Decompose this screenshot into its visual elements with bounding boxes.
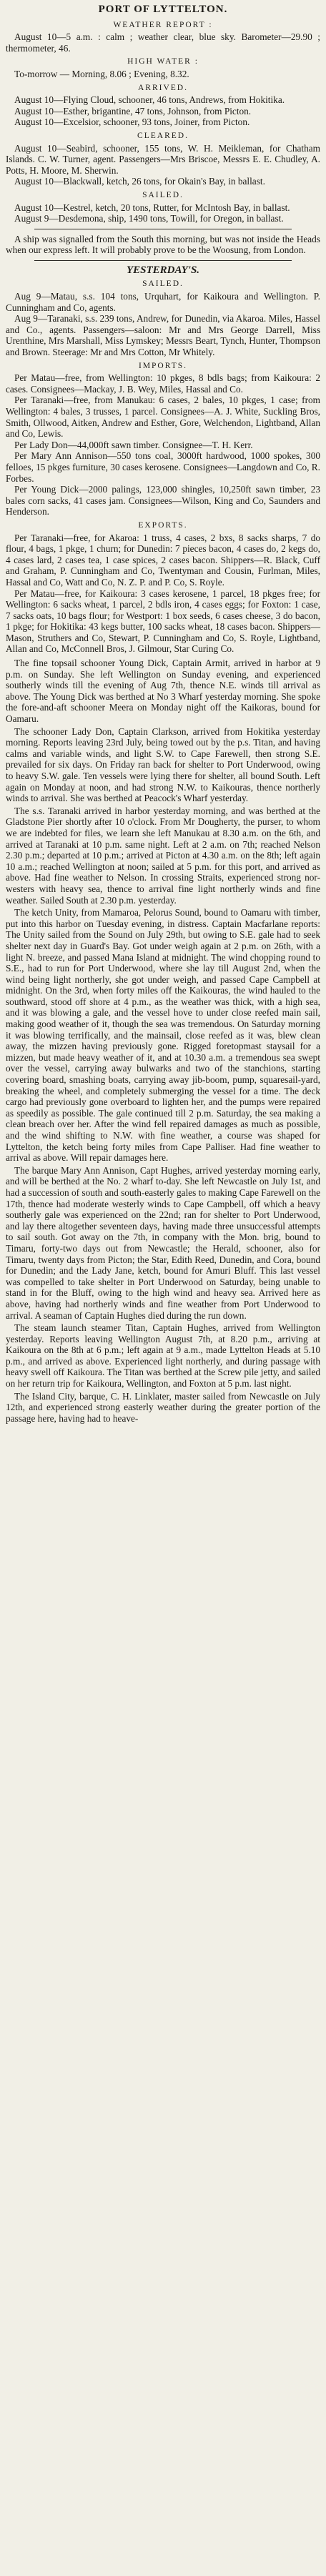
- page-title: PORT OF LYTTELTON.: [98, 4, 228, 15]
- shipping-report: The fine topsail schooner Young Dick, Captain Armit, arrived in harbor at 9 p.m. on Sunday. She left Wellington on Sunday evening, and experienced southerly winds till the evening of Aug 7th, thence N.E. winds till arrival as above. The Young Dick was berthed at No 3 Wharf yesterday morning. She spoke the fore-and-aft schooner Meera on Monday night off the Kaikoras, bound for Oamaru.: [6, 658, 320, 725]
- shipping-report: The barque Mary Ann Annison, Capt Hughes, arrived yesterday morning early, and will be berthed at the No. 2 wharf to-day. She left Newcastle on July 1st, and had a succession of south and south-easterly gales to making Cape Farewell on the 17th, thence had moderate westerly winds to Cape Campbell, off which a heavy southerly gale was experienced on the 22nd; ran for shelter to Port Underwood, and lay there altogether seventeen days, having made three unsuccessful attempts to sail south. Got away on the 7th, in company with the Mon. brig, bound to Timaru, forty-two days out from Newcastle; the Herald, schooner, also for Timaru, twenty days from Picton; the Star, Edith Reed, Dunedin, and Cora, bound for Dunedin; and the Lady Jane, ketch, bound for Amuri Bluff. This last vessel was compelled to take shelter in Port Underwood on Saturday, being unable to stand in for the Bluff, owing to the high wind and heavy sea. Arrived here as above, having had northerly winds and fine weather from Port Underwood to arrival. A seaman of Captain Hughes died during the run down.: [6, 1164, 320, 1321]
- import-entry: Per Mary Ann Annison—550 tons coal, 3000ft hardwood, 1000 spokes, 300 felloes, 15 pkges furniture, 30 cases kerosene. Consignees—Langdown and Co, R. Forbes.: [6, 450, 320, 484]
- import-entry: Per Matau—free, from Wellington: 10 pkges, 8 bdls bags; from Kaikoura: 2 cases. Consignees—Mackay, J. B. Wey, Miles, Hassal and Co.: [6, 372, 320, 395]
- yesterday-sailed-heading: SAILED.: [142, 279, 184, 289]
- high-water-report: To-morrow — Morning, 8.06 ; Evening, 8.32.: [14, 68, 189, 79]
- shipping-report: The ketch Unity, from Mamaroa, Pelorus Sound, bound to Oamaru with timber, put into this harbor on Tuesday evening, in distress. Captain Macfarlane reports: The Unity sailed from the Sound on July 29th, but owing to S.E. gale had to seek shelter next day in Guard's Bay. Got under weigh again at 2 p.m. on 26th, with a light N. breeze, and passed Mana Island at midnight. The wind chopping round to S.E., had to run for Port Underwood, where she lay till August 2nd, when the wind being light northerly, she got under weigh, and passed Cape Campbell at midnight. On the 3rd, when forty miles off the Kaikouras, the wind hauled to the southward, stood off shore at 4 p.m., as the weather was thick, with a high sea, and it was blowing a gale, and the vessel hove to under close reefed main sail, making good weather of it, though the sea was tremendous. On Saturday morning it was blowing terrifically, and the mainsail, close reefed as it was, blew clean away, the mizzen having previously gone. Rigged foretopmast staysail for a mizzen, but made heavy weather of it, and at 10.30 a.m. a tremendous sea swept over the vessel, carrying away bulwarks and two of the stanchions, starting covering board, smashing boats, carrying away jib-boom, pump, squaresail-yard, breaking the wheel, and completely submerging the vessel for a time. The deck cargo had previously gone overboard to lighten her, and the pumps were repaired as speedily as possible. The gale continued till 2 p.m. Saturday, the sea making a clean breach over her. After the wind fell repaired damages as much as possible, and the wind shifting to N.W. with fine weather, a course was shaped for Lyttelton, the ketch being forty miles from Cape Palliser. Had fine weather to arrival as above. Will repair damages here.: [6, 907, 320, 1164]
- import-entry: Per Young Dick—2000 palings, 123,000 shingles, 10,250ft sawn timber, 23 bales corn sacks, 41 cases jam. Consignees—Wilson, King and Co, Saunders and Henderson.: [6, 484, 320, 517]
- sailed-entry: August 10—Kestrel, ketch, 20 tons, Rutter, for McIntosh Bay, in ballast.: [14, 202, 290, 213]
- shipping-report: The steam launch steamer Titan, Captain Hughes, arrived from Wellington yesterday. Reports leaving Wellington August 7th, at 8.20 p.m., arriving at Kaikoura on the 8th at 6 p.m.; left again at 9 a.m., made Lyttelton Heads at 5.10 p.m., and arrived as above. Experienced light northerly, and during passage with heavy swell off Kaikoura. The Titan was berthed at the Screw pile jetty, and sailed on her return trip for Kaikoura, Wellington, and Foxton at 5 p.m. last night.: [6, 1322, 320, 1389]
- shipping-report: The s.s. Taranaki arrived in harbor yesterday morning, and was berthed at the Gladstone Pier shortly after 10 o'clock. From Mr Dougherty, the purser, to whom we are indebted for files, we learn she left Manukau at 8.30 a.m. on the 6th, and arrived at Taranaki at 10 p.m. same night. Left at 2 a.m. on 7th; reached Nelson 2.30 p.m.; departed at 10 p.m.; arrived at Picton at 4.30 a.m. on the 8th; left again 10 a.m.; reached Wellington at noon; sailed at 5 p.m. for this port, and arrived as above. Had fine weather to Nelson. In crossing Straits, experienced strong nor-westers with heavy sea, thence to arrival fine light northerly winds and fine weather. Sailed South at 2.30 p.m. yesterday.: [6, 805, 320, 906]
- arrived-entry: August 10—Flying Cloud, schooner, 46 tons, Andrews, from Hokitika.: [14, 94, 285, 106]
- high-water-heading: HIGH WATER :: [127, 57, 199, 66]
- sailed-entry: August 9—Desdemona, ship, 1490 tons, Towill, for Oregon, in ballast.: [14, 213, 284, 224]
- sailed-heading: SAILED.: [142, 190, 184, 199]
- cleared-heading: CLEARED.: [137, 131, 189, 140]
- weather-report: August 10—5 a.m. : calm ; weather clear, blue sky. Barometer—29.90 ; thermometer, 46.: [6, 31, 320, 54]
- yesterday-sailed-entry: Aug 9—Matau, s.s. 104 tons, Urquhart, for Kaikoura and Wellington. P. Cunningham and Co, agents.: [6, 291, 320, 313]
- arrived-entry: August 10—Esther, brigantine, 47 tons, Johnson, from Picton.: [14, 105, 252, 117]
- imports-heading: IMPORTS.: [138, 361, 188, 370]
- exports-heading: EXPORTS.: [138, 520, 188, 530]
- yesterday-sailed-entry: Aug 9—Taranaki, s.s. 239 tons, Andrew, for Dunedin, via Akaroa. Miles, Hassel and Co., agents. Passengers—saloon: Mr and Mrs George Darrell, Miss Urenthine, Mrs Marshall, Miss Lymskey; Messrs Beart, Tynch, Hunter, Thompson and Brown. Steerage: Mr and Mrs Cotton, Mr Whitely.: [6, 313, 320, 358]
- newspaper-column: [6, 0, 320, 1424]
- export-entry: Per Taranaki—free, for Akaroa: 1 truss, 4 cases, 2 bxs, 8 sacks sharps, 7 do flour, 4 bags, 1 pkge, 1 churn; for Dunedin: 7 pieces bacon, 4 cases do, 2 kegs do, 4 cases lard, 2 cases tea, 1 case spices, 2 cases bacon. Shippers—R. Black, Cuff and Graham, P. Cunningham and Co, Twentyman and Cousin, Furlman, Miles, Hassal and Co, Watt and Co, N. Z. P. and P. Co, S. Royle.: [6, 532, 320, 588]
- arrived-heading: ARRIVED.: [138, 83, 188, 92]
- import-entry: Per Taranaki—free, from Manukau: 6 cases, 2 bales, 10 pkges, 1 case; from Wellington: 4 bales, 3 trusses, 1 parcel. Consignees—A. J. White, Suckling Bros, Smith, Ollwood, Aitken, Andrew and Esther, Gore, Welchendon, Lightband, Allan and Co, Lewis.: [6, 395, 320, 440]
- arrived-entry: August 10—Excelsior, schooner, 93 tons, Joiner, from Picton.: [14, 117, 250, 128]
- shipping-report: The Island City, barque, C. H. Linklater, master sailed from Newcastle on July 12th, and experienced strong easterly weather during the greater portion of the passage here, having had to heave-: [6, 1390, 320, 1424]
- cleared-entry: August 10—Seabird, schooner, 155 tons, W. H. Meikleman, for Chatham Islands. C. W. Turner, agent. Passengers—Mrs Briscoe, Messrs E. E. Chudley, A. Potts, H. Moore, M. Sherwin.: [6, 142, 320, 176]
- divider: [34, 260, 292, 261]
- weather-heading: WEATHER REPORT :: [113, 20, 213, 29]
- yesterday-heading: YESTERDAY'S.: [126, 264, 200, 276]
- shipping-report: The schooner Lady Don, Captain Clarkson, arrived from Hokitika yesterday morning. Reports leaving 23rd July, being towed out by the p.s. Titan, and having calms and variable winds, and light S.W. to Cape Farewell, then strong S.E. prevailed for six days. On Friday ran back for shelter to Port Underwood, owing to heavy S.W. gale. Ten vessels were lying there for shelter, all bound South. Left again on Monday at noon, and had strong N.W. to Kaikouras, thence northerly winds to arrival. She was berthed at Peacock's Wharf yesterday.: [6, 725, 320, 804]
- cleared-entry: August 10—Blackwall, ketch, 26 tons, for Okain's Bay, in ballast.: [14, 176, 265, 187]
- export-entry: Per Matau—free, for Kaikoura: 3 cases kerosene, 1 parcel, 18 pkges free; for Wellington: 6 sacks wheat, 1 parcel, 2 bdls iron, 4 cases eggs; for Foxton: 1 case, 7 sacks oats, 10 bags flour; for Westport: 1 box seeds, 6 cases cheese, 3 do bacon, 1 pkge; for Hokitika: 43 kegs butter, 100 sacks wheat, 18 cases bacon. Shippers—Mason, Struthers and Co, Stewart, P. Cunningham and Co, S. Royle, Lightband, Allan and Co, McConnell Bros, J. Gilmour, Star Curing Co.: [6, 588, 320, 655]
- import-entry: Per Lady Don—44,000ft sawn timber. Consignee—T. H. Kerr.: [14, 439, 253, 450]
- signal-note: A ship was signalled from the South this morning, but was not inside the Heads when our express left. It will probably prove to be the Woosung, from London.: [6, 233, 320, 256]
